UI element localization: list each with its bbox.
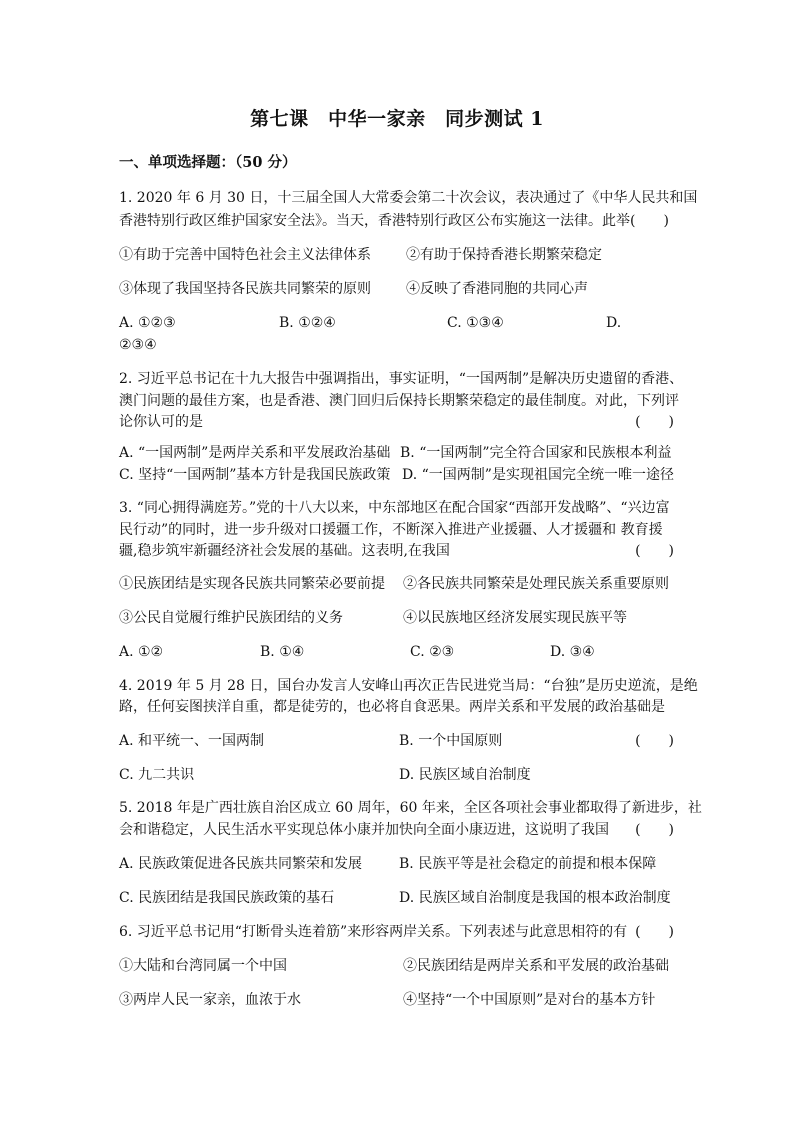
q2-option-d: D. “一国两制”是实现祖国完全统一唯一途径 bbox=[402, 467, 674, 483]
q2-stem-line3: 论你认可的是 bbox=[119, 414, 203, 430]
page-title: 第七课 中华一家亲 同步测试 1 bbox=[250, 108, 544, 130]
q2-option-c: C. 坚持“一国两制”基本方针是我国民族政策 bbox=[119, 467, 391, 483]
q4-option-a: A. 和平统一、一国两制 bbox=[119, 733, 265, 749]
q2-answer-paren: ( ) bbox=[635, 414, 674, 430]
q6-stem-line1: 6. 习近平总书记用“打断骨头连着筋”来形容两岸关系。下列表述与此意思相符的有 bbox=[119, 924, 628, 940]
q1-option-d: D. bbox=[606, 315, 622, 331]
q3-statement-3: ③公民自觉履行维护民族团结的义务 bbox=[119, 610, 343, 626]
q5-stem-line1: 5. 2018 年是广西壮族自治区成立 60 周年，60 年来，全区各项社会事业都取得了新进步，社 bbox=[119, 800, 702, 816]
q3-stem-line3: 疆,稳步筑牢新疆经济社会发展的基础。这表明,在我国 bbox=[119, 543, 450, 559]
q3-statement-1: ①民族团结是实现各民族共同繁荣必要前提 bbox=[119, 576, 385, 592]
q6-answer-paren: ( ) bbox=[635, 924, 674, 940]
q1-statement-1: ①有助于完善中国特色社会主义法律体系 bbox=[119, 247, 371, 263]
q5-option-c: C. 民族团结是我国民族政策的基石 bbox=[119, 890, 335, 906]
q4-stem-line1: 4. 2019 年 5 月 28 日，国台办发言人安峰山再次正告民进党当局：“台独”是历史逆流，是绝 bbox=[119, 678, 698, 694]
q2-option-b: B. “一国两制”完全符合国家和民族根本利益 bbox=[400, 445, 672, 461]
q6-statement-1: ①大陆和台湾同属一个中国 bbox=[119, 958, 287, 974]
q4-option-b: B. 一个中国原则 bbox=[399, 733, 503, 749]
q1-option-a: A. ①②③ bbox=[119, 315, 176, 331]
q5-stem-line2: 会和谐稳定，人民生活水平实现总体小康并加快向全面小康迈进，这说明了我国 bbox=[119, 822, 609, 838]
q3-statement-2: ②各民族共同繁荣是处理民族关系重要原则 bbox=[403, 576, 669, 592]
q2-option-a: A. “一国两制”是两岸关系和平发展政治基础 bbox=[119, 445, 391, 461]
q1-statement-3: ③体现了我国坚持各民族共同繁荣的原则 bbox=[119, 281, 371, 297]
q3-option-b: B. ①④ bbox=[260, 644, 305, 660]
q1-option-d-continued: ②③④ bbox=[119, 337, 157, 353]
q1-statement-4: ④反映了香港同胞的共同心声 bbox=[406, 281, 588, 297]
q1-option-b: B. ①②④ bbox=[279, 315, 336, 331]
q1-stem-line1: 1. 2020 年 6 月 30 日，十三届全国人大常委会第二十次会议，表决通过了《中华人民共和国 bbox=[119, 190, 698, 206]
q6-statement-4: ④坚持“一个中国原则”是对台的基本方针 bbox=[403, 992, 656, 1008]
q4-stem-line2: 路，任何妄图挟洋自重，都是徒劳的，也必将自食恶果。两岸关系和平发展的政治基础是 bbox=[119, 699, 665, 715]
section-heading: 一、单项选择题：（50 分） bbox=[119, 154, 297, 171]
q4-option-c: C. 九二共识 bbox=[119, 767, 195, 783]
q1-option-c: C. ①③④ bbox=[447, 315, 504, 331]
q3-statement-4: ④以民族地区经济发展实现民族平等 bbox=[403, 610, 627, 626]
q6-statement-2: ②民族团结是两岸关系和平发展的政治基础 bbox=[403, 958, 669, 974]
q2-stem-line1: 2. 习近平总书记在十九大报告中强调指出，事实证明，“一国两制”是解决历史遗留的香港、 bbox=[119, 371, 684, 387]
q3-stem-line2: 民行动”的同时，进一步升级对口援疆工作，不断深入推进产业援疆、人才援疆和 教育援 bbox=[119, 522, 663, 538]
q3-option-d: D. ③④ bbox=[550, 644, 595, 660]
q5-option-d: D. 民族区域自治制度是我国的根本政治制度 bbox=[399, 890, 671, 906]
q1-statement-2: ②有助于保持香港长期繁荣稳定 bbox=[406, 247, 602, 263]
q3-option-a: A. ①② bbox=[119, 644, 164, 660]
q1-stem-line2: 香港特别行政区维护国家安全法》。当天，香港特别行政区公布实施这一法律。此举( ) bbox=[119, 213, 669, 229]
q3-stem-line1: 3. “同心拥得满庭芳。”党的十八大以来，中东部地区在配合国家“西部开发战略”、“兴边富 bbox=[119, 500, 670, 516]
q4-option-d: D. 民族区域自治制度 bbox=[399, 767, 531, 783]
q5-option-a: A. 民族政策促进各民族共同繁荣和发展 bbox=[119, 856, 363, 872]
q5-answer-paren: ( ) bbox=[635, 822, 674, 838]
q3-option-c: C. ②③ bbox=[410, 644, 455, 660]
q3-answer-paren: ( ) bbox=[635, 543, 674, 559]
q4-answer-paren: ( ) bbox=[635, 733, 674, 749]
q6-statement-3: ③两岸人民一家亲，血浓于水 bbox=[119, 992, 301, 1008]
q5-option-b: B. 民族平等是社会稳定的前提和根本保障 bbox=[399, 856, 657, 872]
q2-stem-line2: 澳门问题的最佳方案，也是香港、澳门回归后保持长期繁荣稳定的最佳制度。对此，下列评 bbox=[119, 393, 679, 409]
